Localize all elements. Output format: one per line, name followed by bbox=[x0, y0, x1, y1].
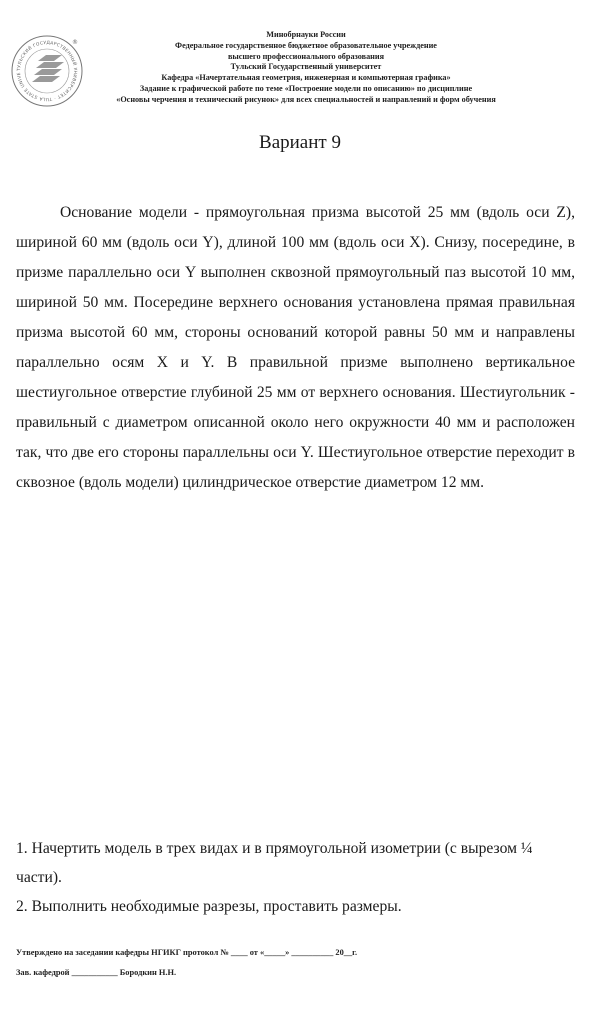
variant-title: Вариант 9 bbox=[259, 132, 341, 153]
header-line-university: Тульский Государственный университет bbox=[230, 62, 382, 72]
header-line-department: Кафедра «Начертательная геометрия, инженерная и компьютерная графика» bbox=[161, 73, 451, 83]
logo-ring-text: ТУЛЬСКИЙ ГОСУДАРСТВЕННЫЙ УНИВЕРСИТЕТ · TULA STATE UNIVE bbox=[16, 40, 78, 102]
registered-mark: ® bbox=[72, 39, 78, 46]
header-line-ministry: Минобрнауки России bbox=[266, 30, 346, 39]
approval-line: Утверждено на заседании кафедры НГИКГ протокол № ____ от «_____» __________ 20__г. bbox=[16, 948, 358, 957]
university-logo bbox=[10, 34, 84, 108]
logo-emblem bbox=[32, 55, 64, 82]
model-description: Основание модели - прямоугольная призма высотой 25 мм (вдоль оси Z), шириной 60 мм (вдоль оси Y), длиной 100 мм (вдоль оси X). Снизу, посередине, в призме параллельно оси Y выполнен сквозной прямоугольный паз высотой 10 мм, шириной 50 мм. Посередине верхнего основания установлена прямая правильная призма высотой 60 мм, стороны оснований которой равны 50 мм и направлены параллельно осям X и Y. В правильной призме выполнено вертикальное шестиугольное отверстие глубиной 25 мм от верхнего основания. Шестиугольник - правильный с диаметром описанной около него окружности 40 мм и расположен так, что две его стороны параллельны оси Y. Шестиугольное отверстие переходит в сквозное (вдоль модели) цилиндрическое отверстие диаметром 12 мм. bbox=[16, 204, 575, 491]
header-line-assignment: Задание к графической работе по теме «Построение модели по описанию» по дисциплине bbox=[139, 83, 473, 93]
task-item: 1. Начертить модель в трех видах и в прямоугольной изометрии (с вырезом ¼ части). bbox=[16, 840, 533, 886]
document-header bbox=[96, 30, 516, 106]
svg-text:ТУЛЬСКИЙ ГОСУДАРСТВЕННЫЙ УНИВЕ bbox=[10, 34, 78, 102]
header-line-institution-type: Федеральное государственное бюджетное образовательное учреждение bbox=[175, 40, 437, 50]
task-list bbox=[16, 834, 578, 921]
task-item: 2. Выполнить необходимые разрезы, проставить размеры. bbox=[16, 898, 402, 915]
header-line-discipline: «Основы черчения и технический рисунок» для всех специальностей и направлений и форм обучения bbox=[116, 94, 496, 104]
head-of-department-line: Зав. кафедрой ___________ Бородкин Н.Н. bbox=[16, 968, 177, 977]
approval-footer bbox=[16, 943, 586, 983]
header-line-education-level: высшего профессионального образования bbox=[227, 51, 385, 61]
